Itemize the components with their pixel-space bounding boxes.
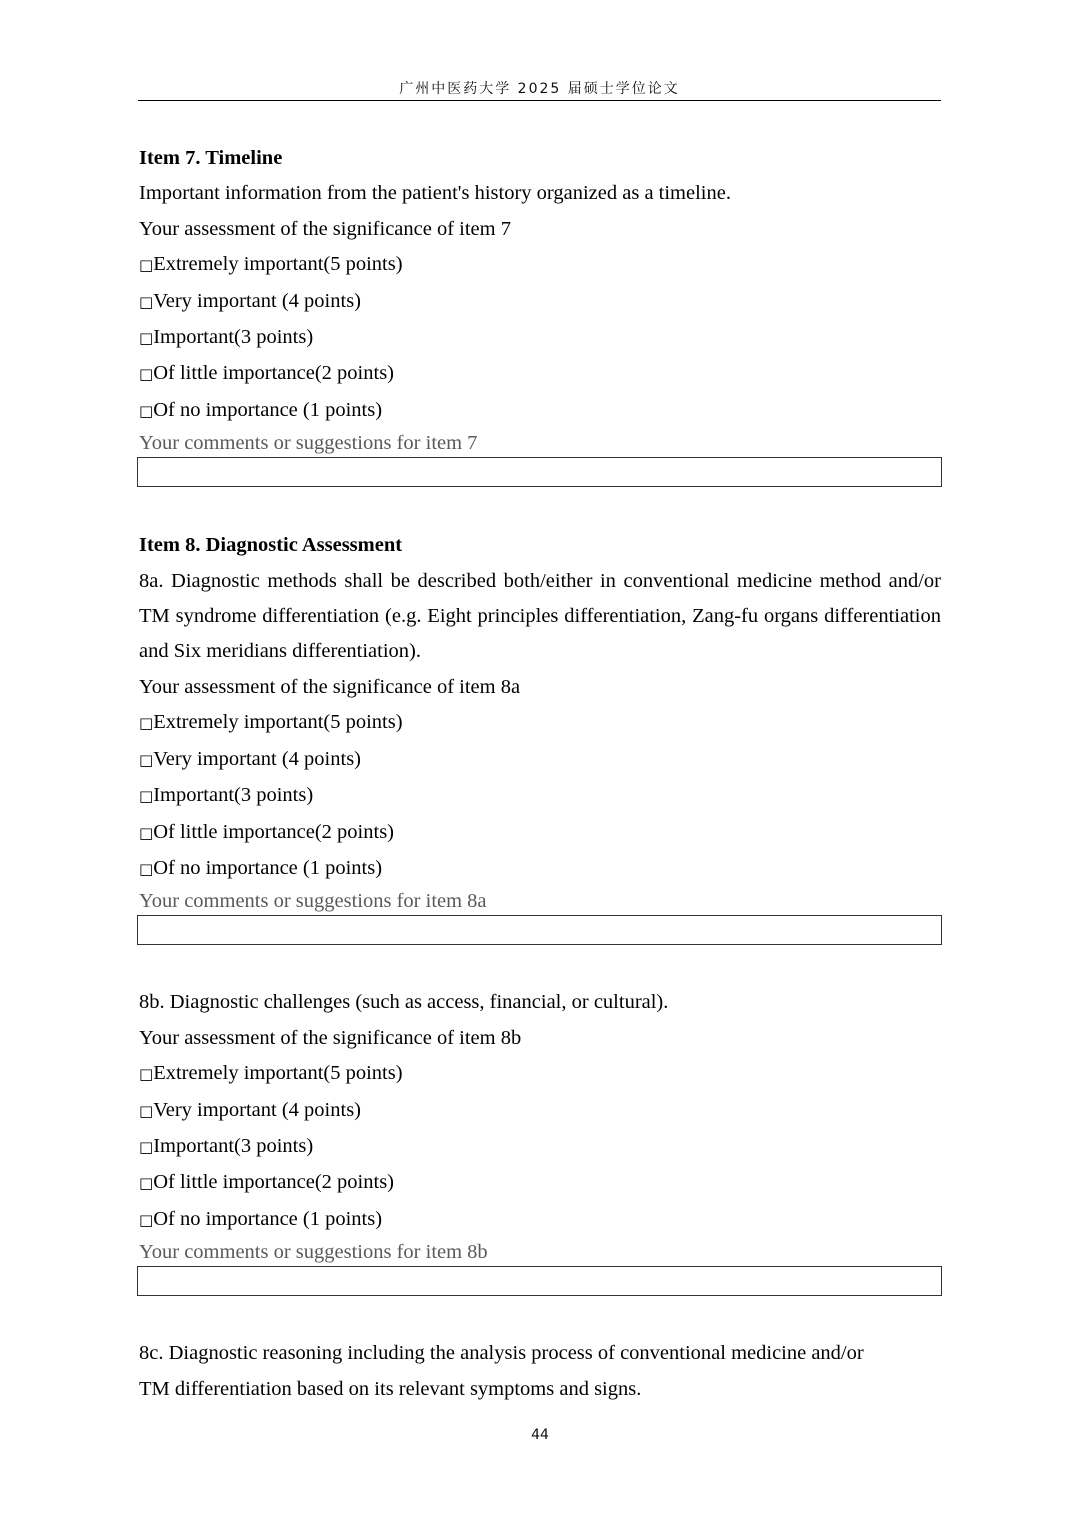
item-8b-options (139, 1056, 941, 1238)
page-content (139, 141, 941, 1407)
checkbox-icon[interactable]: □ (139, 714, 154, 733)
item-7-option-1[interactable] (139, 393, 941, 429)
item-8b-option-5[interactable] (139, 1056, 941, 1092)
item-8c-description-line-1: 8c. Diagnostic reasoning including the analysis process of conventional medicine and/or (139, 1342, 864, 1365)
checkbox-icon[interactable]: □ (139, 1137, 154, 1156)
item-7-section (139, 141, 941, 487)
checkbox-icon[interactable]: □ (139, 292, 154, 311)
checkbox-icon[interactable]: □ (139, 401, 154, 420)
checkbox-icon[interactable]: □ (139, 329, 154, 348)
item-7-options (139, 247, 941, 429)
item-7-assessment-prompt: Your assessment of the significance of item 7 (139, 217, 511, 240)
page-number: 44 (531, 1427, 549, 1443)
section-spacer (139, 487, 941, 528)
item-7-option-4[interactable] (139, 284, 941, 320)
option-label: Of little importance(2 points) (153, 362, 395, 385)
item-8a-option-4[interactable] (139, 742, 941, 778)
header-rule (138, 100, 941, 101)
running-header: 广州中医药大学 2025 届硕士学位论文 (399, 81, 680, 97)
option-label: Of no importance (1 points) (153, 856, 383, 879)
option-label: Extremely important(5 points) (153, 253, 403, 276)
item-8a-option-5[interactable] (139, 705, 941, 741)
checkbox-icon[interactable]: □ (139, 1210, 154, 1229)
checkbox-icon[interactable]: □ (139, 823, 154, 842)
option-label: Important(3 points) (153, 784, 314, 807)
item-8a-option-1[interactable] (139, 851, 941, 887)
checkbox-icon[interactable]: □ (139, 859, 154, 878)
option-label: Very important (4 points) (153, 747, 362, 770)
item-8b-option-2[interactable] (139, 1165, 941, 1201)
item-8b-comment-field[interactable] (137, 1266, 942, 1296)
checkbox-icon[interactable]: □ (139, 256, 154, 275)
option-label: Of no importance (1 points) (153, 1207, 383, 1230)
option-label: Of little importance(2 points) (153, 820, 395, 843)
section-spacer (139, 1296, 941, 1336)
item-8b-assessment-prompt: Your assessment of the significance of item 8b (139, 1026, 522, 1049)
checkbox-icon[interactable]: □ (139, 1174, 154, 1193)
checkbox-icon[interactable]: □ (139, 787, 154, 806)
item-7-option-3[interactable] (139, 320, 941, 356)
item-7-comment-label: Your comments or suggestions for item 7 (139, 432, 478, 455)
option-label: Important(3 points) (153, 1134, 314, 1157)
option-label: Of no importance (1 points) (153, 398, 383, 421)
checkbox-icon[interactable]: □ (139, 1065, 154, 1084)
item-8b-option-1[interactable] (139, 1202, 941, 1238)
option-label: Extremely important(5 points) (153, 1062, 403, 1085)
option-label: Very important (4 points) (153, 1098, 362, 1121)
item-8b-option-4[interactable] (139, 1093, 941, 1129)
item-8b-option-3[interactable] (139, 1129, 941, 1165)
item-7-option-5[interactable] (139, 247, 941, 283)
option-label: Very important (4 points) (153, 289, 362, 312)
item-7-comment-field[interactable] (137, 457, 942, 487)
option-label: Extremely important(5 points) (153, 711, 403, 734)
item-7-title: Item 7. Timeline (139, 147, 283, 169)
option-label: Of little importance(2 points) (153, 1171, 395, 1194)
item-8b-comment-label: Your comments or suggestions for item 8b (139, 1241, 488, 1264)
checkbox-icon[interactable]: □ (139, 750, 154, 769)
item-7-description: Important information from the patient's history organized as a timeline. (139, 182, 731, 205)
item-8a-comment-field[interactable] (137, 915, 942, 945)
section-spacer (139, 945, 941, 985)
checkbox-icon[interactable]: □ (139, 365, 154, 384)
item-8-title: Item 8. Diagnostic Assessment (139, 534, 403, 557)
item-8-section (139, 528, 941, 1407)
item-7-option-2[interactable] (139, 356, 941, 392)
item-8a-comment-label: Your comments or suggestions for item 8a (139, 890, 487, 913)
item-8a-option-2[interactable] (139, 815, 941, 851)
item-8c-description-line-2: TM differentiation based on its relevant symptoms and signs. (139, 1377, 642, 1400)
item-8a-description: 8a. Diagnostic methods shall be described both/either in conventional medicine method and/or TM syndrome differentiation (e.g. Eight principles differentiation, Zang-fu organs differentiation and Six meridians differentiation). (139, 569, 941, 663)
item-8a-assessment-prompt: Your assessment of the significance of item 8a (139, 675, 521, 698)
checkbox-icon[interactable]: □ (139, 1101, 154, 1120)
option-label: Important(3 points) (153, 326, 314, 349)
item-8a-options (139, 705, 941, 887)
item-8a-option-3[interactable] (139, 778, 941, 814)
item-8b-description: 8b. Diagnostic challenges (such as access, financial, or cultural). (139, 991, 669, 1014)
